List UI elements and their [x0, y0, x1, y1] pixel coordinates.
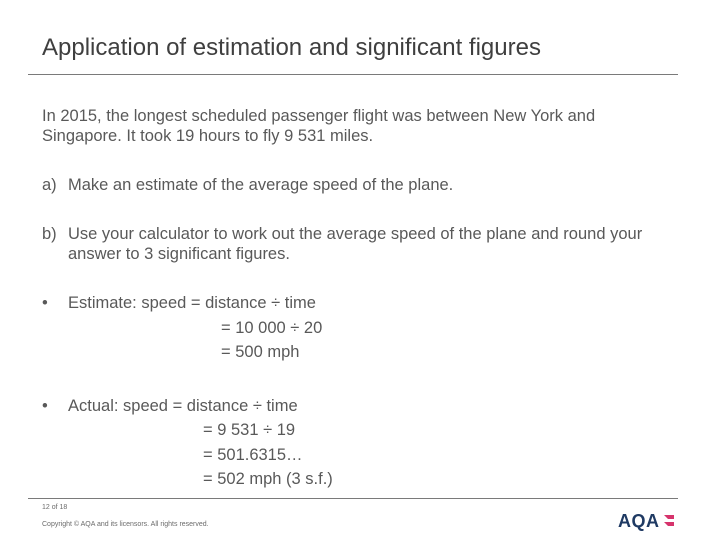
actual-line-3: = 501.6315… — [203, 445, 303, 464]
problem-intro: In 2015, the longest scheduled passenger flight was between New York and Singapore. It took 19 hours to fly 9 531 miles. — [42, 107, 596, 145]
slide-title: Application of estimation and significant figures — [42, 34, 541, 61]
actual-line-4: = 502 mph (3 s.f.) — [203, 470, 333, 488]
estimate-working — [42, 293, 672, 367]
part-a-label: a) — [42, 176, 57, 194]
aqa-logo-text: AQA — [618, 510, 660, 531]
footer-divider — [28, 498, 678, 499]
part-a-text: Make an estimate of the average speed of the plane. — [68, 176, 454, 194]
actual-line-2: = 9 531 ÷ 19 — [203, 421, 296, 439]
actual-bullet: • — [42, 396, 48, 415]
actual-line-1: Actual: speed = distance ÷ time — [68, 396, 298, 415]
page-number: 12 of 18 — [42, 504, 68, 511]
question-part-a — [42, 175, 672, 195]
estimate-bullet: • — [42, 294, 48, 312]
part-b-label: b) — [42, 225, 57, 243]
copyright-notice: Copyright © AQA and its licensors. All rights reserved. — [42, 521, 209, 528]
estimate-line-2: = 10 000 ÷ 20 — [221, 318, 323, 337]
estimate-line-3: = 500 mph — [221, 343, 300, 361]
part-b-text: Use your calculator to work out the average speed of the plane and round your answer to 3 significant figures. — [68, 225, 643, 263]
aqa-logo — [618, 510, 676, 532]
title-divider — [28, 74, 678, 75]
slide-content — [42, 106, 672, 523]
aqa-logo-mark-icon — [662, 513, 676, 529]
actual-working — [42, 396, 672, 494]
question-part-b — [42, 224, 672, 264]
estimate-line-1: Estimate: speed = distance ÷ time — [68, 294, 316, 312]
